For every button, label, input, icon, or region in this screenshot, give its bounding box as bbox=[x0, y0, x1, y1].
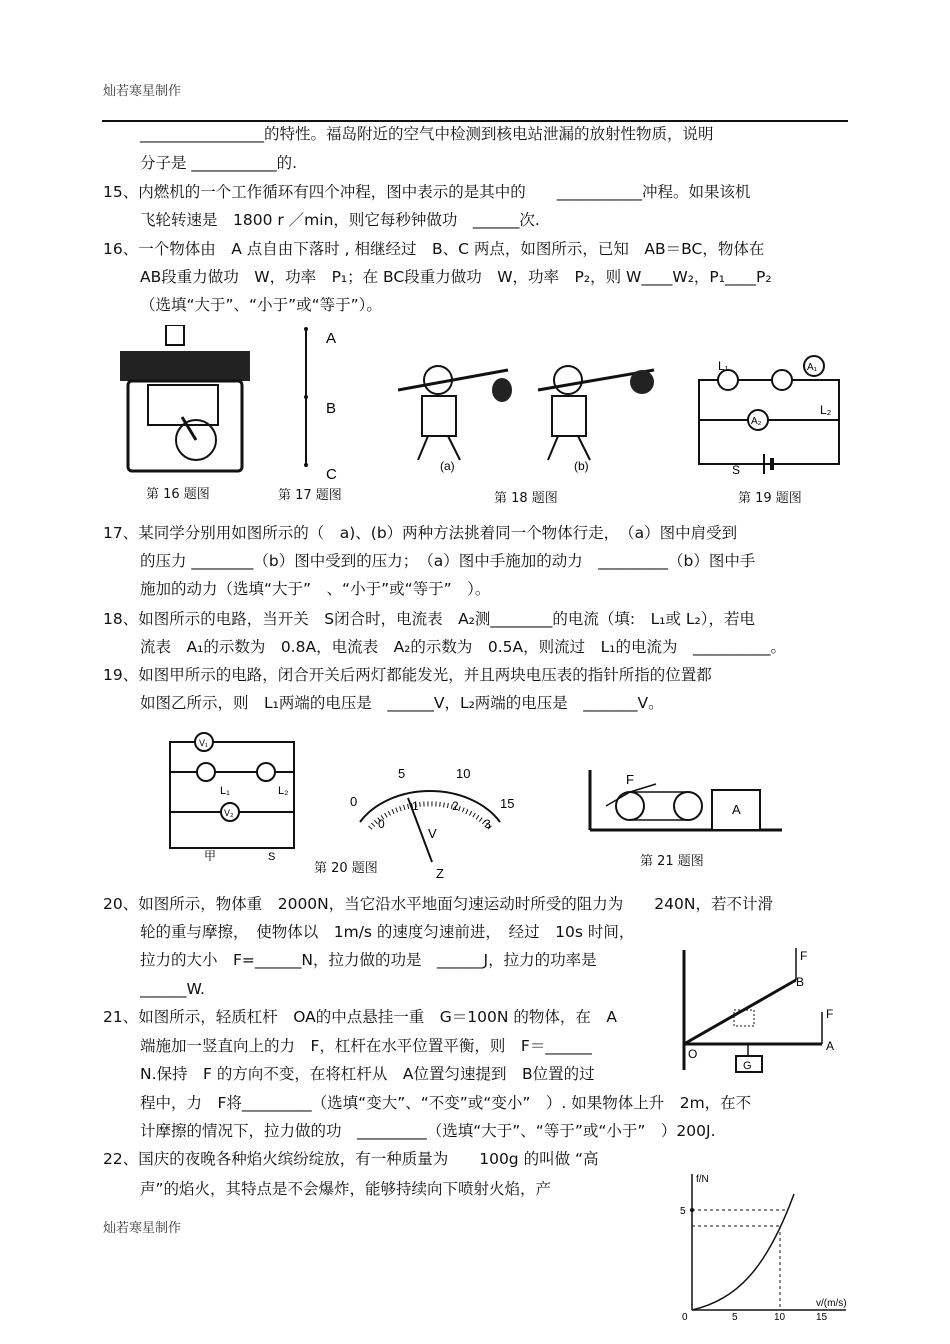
g-label: G bbox=[743, 1060, 752, 1072]
point-c-label: C bbox=[326, 466, 337, 483]
scale-top-10: 10 bbox=[456, 766, 471, 781]
engine-figure bbox=[118, 325, 258, 475]
xtick-15: 15 bbox=[816, 1312, 828, 1323]
header-rule bbox=[102, 120, 848, 122]
point-a-label: A bbox=[326, 330, 337, 347]
point-b-label: B bbox=[326, 400, 337, 417]
b-label: B bbox=[796, 975, 805, 989]
circuit-figure-20 bbox=[164, 732, 304, 862]
text-line: N.保持 F 的方向不变，在将杠杆从 A位置匀速提到 B位置的过 bbox=[140, 1065, 595, 1083]
scale-bottom-3: 3 bbox=[484, 817, 491, 831]
question-18: 18、如图所示的电路，当开关 S闭合时，电流表 A₂测________的电流（填: L₁或 L₂），若电 bbox=[103, 610, 755, 628]
question-20: 20、如图所示，物体重 2000N，当它沿水平地面匀速运动时所受的阻力为 240N，若不计滑 bbox=[103, 895, 773, 913]
yi-label: Z bbox=[436, 866, 444, 881]
scale-bottom-0: 0 bbox=[378, 817, 385, 831]
graph-ylabel: f/N bbox=[696, 1174, 709, 1185]
text-line: 端施加一竖直向上的力 F，杠杆在水平位置平衡，则 F＝______ bbox=[140, 1037, 592, 1055]
l1-label: L₁ bbox=[718, 359, 729, 373]
text-line: ________________的特性。福岛附近的空气中检测到核电站泄漏的放射性物质，说明 bbox=[140, 125, 714, 143]
question-19: 19、如图甲所示的电路，闭合开关后两灯都能发光，并且两块电压表的指针所指的位置都 bbox=[103, 666, 712, 684]
fig17-caption: 第 17 题图 bbox=[278, 488, 342, 503]
text-line: 声”的焰火，其特点是不会爆炸，能够持续向下喷射火焰，产 bbox=[140, 1180, 552, 1198]
scale-bottom-1: 1 bbox=[412, 799, 419, 813]
text-line: 的压力 ________（b）图中受到的压力； （a）图中手施加的动力 _________（b）图中手 bbox=[140, 552, 756, 570]
text-line: 计摩擦的情况下，拉力做的功 _________（选填“大于”、“等于”或“小于” ）200J. bbox=[140, 1122, 716, 1140]
v-label: V bbox=[428, 826, 437, 841]
fig16-caption: 第 16 题图 bbox=[146, 487, 210, 502]
l2-label: L₂ bbox=[820, 403, 832, 417]
l1-label: L₁ bbox=[220, 785, 230, 797]
lever-figure bbox=[672, 940, 847, 1080]
v1-label: V₁ bbox=[199, 738, 209, 748]
header-text: 灿若寒星制作 bbox=[103, 84, 182, 99]
text-line: 程中，力 F将_________（选填“变大”、“不变”或“变小” ）. 如果物体上升 2m，在不 bbox=[140, 1094, 752, 1112]
force-speed-graph bbox=[676, 1170, 851, 1344]
label-b: (b) bbox=[574, 459, 589, 473]
circuit-figure-19 bbox=[694, 350, 844, 475]
text-line: AB段重力做功 W，功率 P₁；在 BC段重力做功 W，功率 P₂，则 W____W₂，P₁____P₂ bbox=[140, 268, 772, 286]
text-line: （选填“大于”、“小于”或“等于”）。 bbox=[140, 296, 382, 314]
f-label: F bbox=[626, 772, 634, 787]
label-a: (a) bbox=[440, 459, 455, 473]
fall-figure bbox=[290, 325, 350, 485]
fig20-caption: 第 20 题图 bbox=[314, 861, 378, 876]
question-21: 21、如图所示，轻质杠杆 OA的中点悬挂一重 G＝100N 的物体，在 A bbox=[103, 1008, 617, 1026]
text-line: 流表 A₁的示数为 0.8A，电流表 A₂的示数为 0.5A，则流过 L₁的电流为 __________。 bbox=[140, 638, 786, 656]
a-label: A bbox=[826, 1039, 835, 1053]
fig19-caption: 第 19 题图 bbox=[738, 491, 802, 506]
fig18-caption: 第 18 题图 bbox=[494, 491, 558, 506]
question-22: 22、国庆的夜晚各种焰火缤纷绽放，有一种质量为 100g 的叫做 “高 bbox=[103, 1150, 599, 1168]
question-17: 17、某同学分别用如图所示的（ a)、(b）两种方法挑着同一个物体行走， （a）图中肩受到 bbox=[103, 524, 738, 542]
jia-label: 甲 bbox=[204, 849, 217, 862]
scale-top-0: 0 bbox=[350, 794, 358, 809]
xtick-5: 5 bbox=[732, 1312, 738, 1323]
ytick-5: 5 bbox=[680, 1206, 686, 1217]
scale-top-5: 5 bbox=[398, 766, 406, 781]
xtick-10: 10 bbox=[774, 1312, 786, 1323]
a2-label: A₂ bbox=[751, 416, 762, 427]
s-label: S bbox=[732, 463, 741, 475]
fig21-caption: 第 21 题图 bbox=[640, 854, 704, 869]
a1-label: A₁ bbox=[807, 362, 818, 373]
text-line: 分子是 ___________的. bbox=[140, 154, 298, 172]
footer-text: 灿若寒星制作 bbox=[103, 1221, 182, 1236]
f-right-label: F bbox=[826, 1007, 834, 1021]
text-line: 轮的重与摩擦， 使物体以 1m/s 的速度匀速前进， 经过 10s 时间， bbox=[140, 923, 635, 941]
text-line: 拉力的大小 F=______N，拉力做的功是 ______J，拉力的功率是 bbox=[140, 951, 597, 969]
text-line: 施加的动力（选填“大于” 、“小于”或“等于” ）。 bbox=[140, 580, 491, 598]
text-line: 飞轮转速是 1800 r ／min，则它每秒钟做功 ______次. bbox=[140, 211, 540, 229]
xtick-0: 0 bbox=[682, 1312, 688, 1323]
l2-label: L₂ bbox=[278, 785, 289, 797]
question-16: 16、一个物体由 A 点自由下落时 , 相继经过 B、C 两点，如图所示，已知 AB＝BC，物体在 bbox=[103, 240, 765, 258]
v2-label: V₂ bbox=[224, 808, 234, 818]
f-top-label: F bbox=[800, 949, 808, 963]
text-line: ______W. bbox=[140, 980, 205, 998]
pulley-figure bbox=[586, 770, 786, 840]
s-label: S bbox=[268, 851, 276, 862]
carry-figure bbox=[398, 350, 658, 475]
scale-bottom-2: 2 bbox=[452, 799, 459, 813]
o-label: O bbox=[688, 1047, 698, 1061]
text-line: 如图乙所示，则 L₁两端的电压是 ______V，L₂两端的电压是 _______V。 bbox=[140, 694, 664, 712]
graph-xlabel: v/(m/s) bbox=[816, 1298, 847, 1309]
a-label: A bbox=[732, 802, 741, 817]
scale-top-15: 15 bbox=[500, 796, 515, 811]
question-15: 15、内燃机的一个工作循环有四个冲程，图中表示的是其中的 ___________冲程。如果该机 bbox=[103, 183, 751, 201]
